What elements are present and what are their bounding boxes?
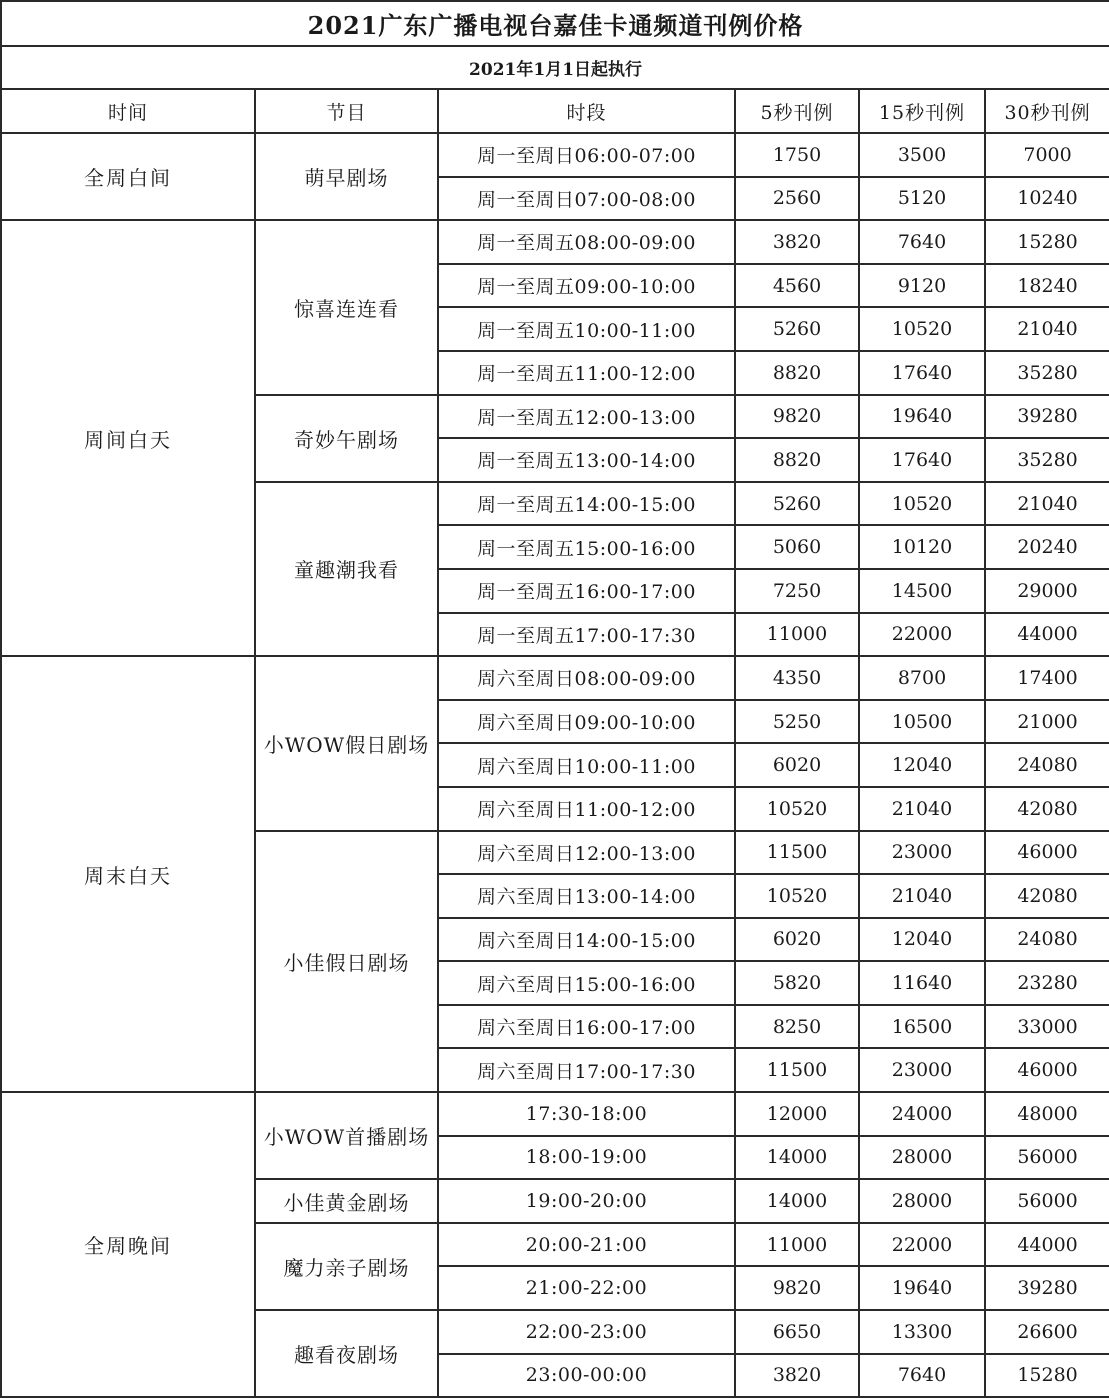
price-5s-cell: 6650 [735,1310,859,1354]
title-row [1,1,1109,46]
price-15s-cell: 13300 [859,1310,985,1354]
timeslot-cell: 周一至周五12:00-13:00 [438,395,735,439]
program-name-cell: 童趣潮我看 [255,482,438,656]
price-5s-cell: 3820 [735,220,859,264]
price-15s-cell: 17640 [859,351,985,395]
price-15s-cell: 16500 [859,1005,985,1049]
table-row [1,133,1109,177]
price-30s-cell: 48000 [985,1092,1109,1136]
program-name-cell: 魔力亲子剧场 [255,1223,438,1310]
price-5s-cell: 10520 [735,874,859,918]
page-title: 2021广东广播电视台嘉佳卡通频道刊例价格 [1,1,1109,46]
timeslot-cell: 20:00-21:00 [438,1223,735,1267]
price-30s-cell: 56000 [985,1179,1109,1223]
price-30s-cell: 24080 [985,743,1109,787]
header-time: 时间 [1,89,255,133]
timeslot-cell: 周一至周日07:00-08:00 [438,177,735,221]
timeslot-cell: 周六至周日14:00-15:00 [438,918,735,962]
timeslot-cell: 18:00-19:00 [438,1136,735,1180]
price-5s-cell: 5250 [735,700,859,744]
program-name-cell: 奇妙午剧场 [255,395,438,482]
table-row [1,220,1109,264]
timeslot-cell: 周六至周日10:00-11:00 [438,743,735,787]
timeslot-cell: 21:00-22:00 [438,1266,735,1310]
table-row [1,1092,1109,1136]
price-5s-cell: 8820 [735,438,859,482]
price-30s-cell: 7000 [985,133,1109,177]
price-5s-cell: 1750 [735,133,859,177]
price-5s-cell: 11500 [735,1048,859,1092]
price-5s-cell: 4350 [735,656,859,700]
price-5s-cell: 5060 [735,525,859,569]
price-30s-cell: 42080 [985,787,1109,831]
price-30s-cell: 42080 [985,874,1109,918]
price-30s-cell: 20240 [985,525,1109,569]
price-15s-cell: 10520 [859,307,985,351]
price-5s-cell: 2560 [735,177,859,221]
timeslot-cell: 22:00-23:00 [438,1310,735,1354]
timeslot-cell: 周一至周日06:00-07:00 [438,133,735,177]
price-15s-cell: 3500 [859,133,985,177]
price-30s-cell: 29000 [985,569,1109,613]
price-30s-cell: 44000 [985,613,1109,657]
timeslot-cell: 17:30-18:00 [438,1092,735,1136]
program-name-cell: 小WOW首播剧场 [255,1092,438,1179]
program-name-cell: 萌早剧场 [255,133,438,220]
price-15s-cell: 21040 [859,874,985,918]
timeslot-cell: 23:00-00:00 [438,1354,735,1398]
price-5s-cell: 3820 [735,1354,859,1398]
price-15s-cell: 7640 [859,1354,985,1398]
timeslot-cell: 周六至周日17:00-17:30 [438,1048,735,1092]
program-name-cell: 惊喜连连看 [255,220,438,394]
header-timeslot: 时段 [438,89,735,133]
effective-date: 2021年1月1日起执行 [1,46,1109,89]
timeslot-cell: 周一至周五13:00-14:00 [438,438,735,482]
header-program: 节目 [255,89,438,133]
timeslot-cell: 周一至周五11:00-12:00 [438,351,735,395]
price-30s-cell: 10240 [985,177,1109,221]
price-5s-cell: 14000 [735,1179,859,1223]
price-15s-cell: 19640 [859,395,985,439]
program-name-cell: 小WOW假日剧场 [255,656,438,830]
price-30s-cell: 26600 [985,1310,1109,1354]
timeslot-cell: 19:00-20:00 [438,1179,735,1223]
price-30s-cell: 46000 [985,1048,1109,1092]
price-15s-cell: 23000 [859,831,985,875]
price-5s-cell: 5260 [735,307,859,351]
price-30s-cell: 21040 [985,307,1109,351]
timeslot-cell: 周六至周日12:00-13:00 [438,831,735,875]
subtitle-row [1,46,1109,89]
timeslot-cell: 周六至周日11:00-12:00 [438,787,735,831]
timeslot-cell: 周六至周日13:00-14:00 [438,874,735,918]
price-30s-cell: 39280 [985,1266,1109,1310]
price-30s-cell: 46000 [985,831,1109,875]
timeslot-cell: 周一至周五17:00-17:30 [438,613,735,657]
program-name-cell: 趣看夜剧场 [255,1310,438,1397]
price-5s-cell: 6020 [735,743,859,787]
price-5s-cell: 9820 [735,1266,859,1310]
timeslot-cell: 周六至周日09:00-10:00 [438,700,735,744]
price-30s-cell: 18240 [985,264,1109,308]
price-5s-cell: 8250 [735,1005,859,1049]
price-15s-cell: 10120 [859,525,985,569]
price-15s-cell: 23000 [859,1048,985,1092]
time-group-cell: 周末白天 [1,656,255,1092]
price-30s-cell: 33000 [985,1005,1109,1049]
price-15s-cell: 14500 [859,569,985,613]
price-5s-cell: 11500 [735,831,859,875]
price-5s-cell: 10520 [735,787,859,831]
price-5s-cell: 5260 [735,482,859,526]
time-group-cell: 周间白天 [1,220,255,656]
header-30s-price: 30秒刊例 [985,89,1109,133]
price-15s-cell: 9120 [859,264,985,308]
price-5s-cell: 4560 [735,264,859,308]
price-30s-cell: 15280 [985,1354,1109,1398]
timeslot-cell: 周一至周五15:00-16:00 [438,525,735,569]
price-5s-cell: 6020 [735,918,859,962]
time-group-cell: 全周晚间 [1,1092,255,1397]
price-30s-cell: 17400 [985,656,1109,700]
price-5s-cell: 8820 [735,351,859,395]
price-30s-cell: 21000 [985,700,1109,744]
timeslot-cell: 周一至周五08:00-09:00 [438,220,735,264]
program-name-cell: 小佳黄金剧场 [255,1179,438,1223]
price-30s-cell: 39280 [985,395,1109,439]
time-group-cell: 全周白间 [1,133,255,220]
price-30s-cell: 21040 [985,482,1109,526]
timeslot-cell: 周六至周日16:00-17:00 [438,1005,735,1049]
price-30s-cell: 23280 [985,961,1109,1005]
price-15s-cell: 12040 [859,918,985,962]
price-5s-cell: 9820 [735,395,859,439]
price-15s-cell: 5120 [859,177,985,221]
price-15s-cell: 8700 [859,656,985,700]
price-5s-cell: 7250 [735,569,859,613]
price-15s-cell: 21040 [859,787,985,831]
timeslot-cell: 周一至周五09:00-10:00 [438,264,735,308]
price-15s-cell: 22000 [859,613,985,657]
price-30s-cell: 35280 [985,351,1109,395]
price-15s-cell: 28000 [859,1136,985,1180]
price-30s-cell: 35280 [985,438,1109,482]
timeslot-cell: 周一至周五14:00-15:00 [438,482,735,526]
price-15s-cell: 24000 [859,1092,985,1136]
price-15s-cell: 28000 [859,1179,985,1223]
price-30s-cell: 15280 [985,220,1109,264]
price-15s-cell: 10500 [859,700,985,744]
price-15s-cell: 12040 [859,743,985,787]
header-row [1,89,1109,133]
price-30s-cell: 44000 [985,1223,1109,1267]
price-30s-cell: 56000 [985,1136,1109,1180]
price-5s-cell: 5820 [735,961,859,1005]
price-15s-cell: 11640 [859,961,985,1005]
price-5s-cell: 14000 [735,1136,859,1180]
table-row [1,656,1109,700]
price-30s-cell: 24080 [985,918,1109,962]
timeslot-cell: 周六至周日15:00-16:00 [438,961,735,1005]
price-5s-cell: 11000 [735,1223,859,1267]
timeslot-cell: 周一至周五10:00-11:00 [438,307,735,351]
price-5s-cell: 11000 [735,613,859,657]
program-name-cell: 小佳假日剧场 [255,831,438,1093]
price-15s-cell: 22000 [859,1223,985,1267]
price-15s-cell: 7640 [859,220,985,264]
header-5s-price: 5秒刊例 [735,89,859,133]
price-15s-cell: 10520 [859,482,985,526]
timeslot-cell: 周六至周日08:00-09:00 [438,656,735,700]
timeslot-cell: 周一至周五16:00-17:00 [438,569,735,613]
price-5s-cell: 12000 [735,1092,859,1136]
price-15s-cell: 17640 [859,438,985,482]
price-15s-cell: 19640 [859,1266,985,1310]
header-15s-price: 15秒刊例 [859,89,985,133]
